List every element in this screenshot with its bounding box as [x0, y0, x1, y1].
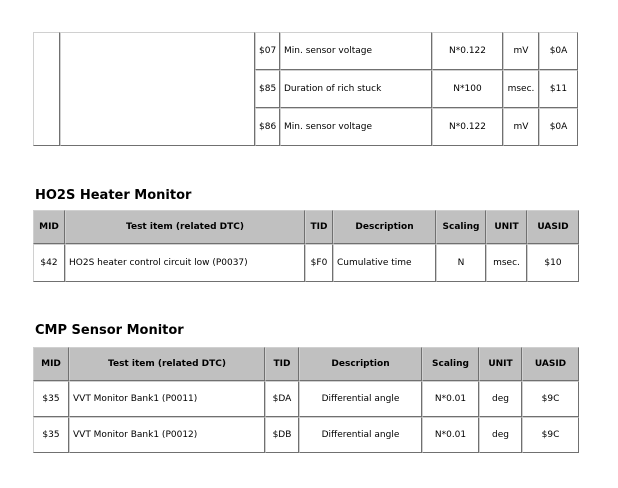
- table-row: [33, 417, 579, 453]
- header-mid: MID: [33, 347, 69, 381]
- description-cell: Differential angle: [299, 417, 422, 453]
- description-cell: Duration of rich stuck: [280, 70, 432, 108]
- unit-cell: deg: [479, 381, 522, 417]
- unit-cell: msec.: [486, 244, 527, 282]
- header-description: Description: [333, 210, 436, 244]
- uasid-cell: $10: [527, 244, 579, 282]
- scaling-cell: N*0.01: [422, 381, 479, 417]
- header-row: [33, 347, 579, 381]
- section-title-cmp: CMP Sensor Monitor: [35, 323, 184, 338]
- uasid-cell: $9C: [522, 381, 579, 417]
- uasid-cell: $0A: [539, 108, 578, 146]
- header-scaling: Scaling: [422, 347, 479, 381]
- table-row: [33, 381, 579, 417]
- table-row: [33, 32, 578, 70]
- tid-cell: $F0: [305, 244, 333, 282]
- mid-cell: [33, 32, 60, 146]
- description-cell: Min. sensor voltage: [280, 32, 432, 70]
- header-scaling: Scaling: [436, 210, 486, 244]
- header-unit: UNIT: [486, 210, 527, 244]
- heater-table: [33, 210, 579, 282]
- cmp-table: [33, 347, 579, 453]
- table-row: [33, 244, 579, 282]
- header-test-item: Test item (related DTC): [65, 210, 305, 244]
- tid-cell: $DB: [265, 417, 299, 453]
- mid-cell: $35: [33, 417, 69, 453]
- scaling-cell: N*100: [432, 70, 503, 108]
- description-cell: Cumulative time: [333, 244, 436, 282]
- unit-cell: mV: [503, 32, 539, 70]
- scaling-cell: N*0.01: [422, 417, 479, 453]
- tid-cell: $07: [255, 32, 280, 70]
- top-table: [33, 32, 578, 146]
- scaling-cell: N*0.122: [432, 108, 503, 146]
- test-item-cell: HO2S heater control circuit low (P0037): [65, 244, 305, 282]
- scaling-cell: N: [436, 244, 486, 282]
- header-unit: UNIT: [479, 347, 522, 381]
- header-test-item: Test item (related DTC): [69, 347, 265, 381]
- header-mid: MID: [33, 210, 65, 244]
- section-title-heater: HO2S Heater Monitor: [35, 188, 192, 203]
- test-item-cell: [60, 32, 255, 146]
- description-cell: Differential angle: [299, 381, 422, 417]
- header-uasid: UASID: [527, 210, 579, 244]
- header-tid: TID: [305, 210, 333, 244]
- header-uasid: UASID: [522, 347, 579, 381]
- header-row: [33, 210, 579, 244]
- mid-cell: $42: [33, 244, 65, 282]
- uasid-cell: $0A: [539, 32, 578, 70]
- test-item-cell: VVT Monitor Bank1 (P0011): [69, 381, 265, 417]
- tid-cell: $86: [255, 108, 280, 146]
- unit-cell: deg: [479, 417, 522, 453]
- test-item-cell: VVT Monitor Bank1 (P0012): [69, 417, 265, 453]
- unit-cell: msec.: [503, 70, 539, 108]
- header-description: Description: [299, 347, 422, 381]
- description-cell: Min. sensor voltage: [280, 108, 432, 146]
- header-tid: TID: [265, 347, 299, 381]
- mid-cell: $35: [33, 381, 69, 417]
- tid-cell: $85: [255, 70, 280, 108]
- unit-cell: mV: [503, 108, 539, 146]
- tid-cell: $DA: [265, 381, 299, 417]
- uasid-cell: $11: [539, 70, 578, 108]
- scaling-cell: N*0.122: [432, 32, 503, 70]
- uasid-cell: $9C: [522, 417, 579, 453]
